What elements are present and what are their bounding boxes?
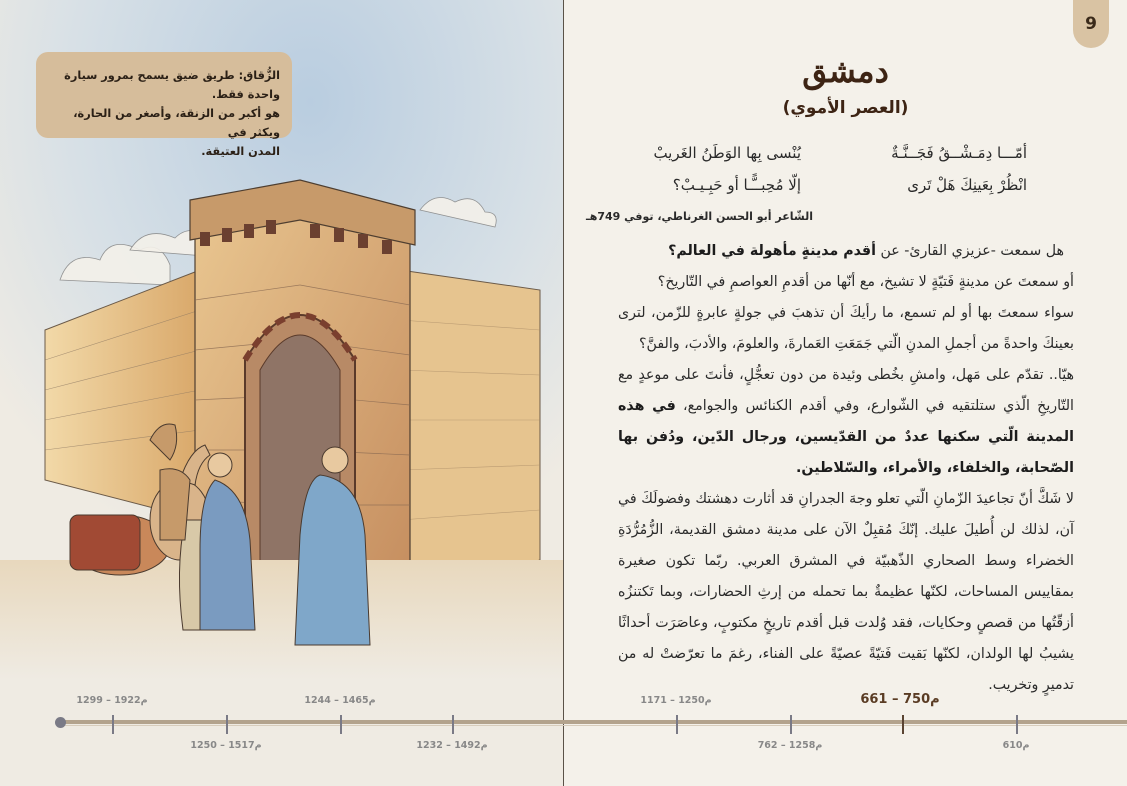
paragraph-5: لا شَكَّ أنّ تجاعيدَ الزّمانِ الّتي تعلو وجهَ الجدرانِ قد أثارت دهشتك وفضولَكَ في آن، لذلك لن أُطيلَ عليك. إنّكَ مُقبِلٌ الآن على مدينة دمشق القديمة، الزُّمُرُّدَةِ الخضراء وسط الصحاري الذّهبيّة في المشرق العربي. ربّما تكون صغيرة بمقاييس المساحات، لكنّها عظيمةٌ بما تحمله من إرثِ الحضارات، وبما تَكتنزُه أزقّتُها من قصصٍ وحكايات، فقد وُلدت قبل أقدم تاريخٍ مكتوبٍ، وعاصَرَت أحداثًا يشيبُ لها الولدان، لكنّها بَقيت فَتيّةً عصيّةً على الفناء، رغمَ ما تعرّضتْ له من تدميرٍ وتخريب. <box>618 491 1074 693</box>
timeline-track-shadow <box>60 725 1127 726</box>
timeline-label[interactable]: 1299 – 1922م <box>76 695 148 706</box>
paragraph-1-bold: أقدم مدينةٍ مأهولة في العالم؟ <box>668 243 876 259</box>
page-number-tab <box>1073 0 1109 48</box>
timeline-tick[interactable] <box>1016 715 1018 734</box>
poem-attribution: الشّاعر أبو الحسن الغرناطي، توفي 749هـ <box>585 210 813 223</box>
note-line-2: هو أكبر من الزنقة، وأصغر من الحارة، ويكثر في <box>73 107 280 139</box>
poem-verse-2-left: إلّا مُحِبــًّـا أو حَبِـيـبْ؟ <box>672 176 801 194</box>
timeline-label[interactable]: 1171 – 1250م <box>640 695 712 706</box>
timeline-tick[interactable] <box>226 715 228 734</box>
paragraph-2: أو سمعتَ عن مدينةٍ فَتيّةٍ لا تشيخ، مع أنّها من أقدمِ العواصمِ في التّاريخ؟ <box>657 274 1074 290</box>
paragraph-1: هل سمعت -عزيزي القارئ- عن أقدم مدينةٍ مأهولة في العالم؟ <box>668 243 1064 259</box>
paragraph-4: هيّا.. تقدّم على مَهل، وامشِ بخُطى وئيدة من دون تعجُّلٍ، فأنتَ على موعدٍ مع التّاريخِ الّذي ستلتقيه في الشّوارع، وفي أقدم الكنائس والجوامع، في هذه المدينة الّتي سكنها عددٌ من القدّيسين، ورجال الدّين، ودُفن بها الصّحابة، والخلفاء، والأمراء، والسّلاطين. <box>618 367 1074 476</box>
timeline-tick[interactable] <box>340 715 342 734</box>
note-line-3: المدن العتيقة. <box>201 145 280 158</box>
timeline-tick-active[interactable] <box>902 715 904 734</box>
timeline-tick[interactable] <box>790 715 792 734</box>
poem-verse-1-right: أمّـــا دِمَـشْــقُ فَجَــنَّـةٌ <box>891 144 1027 162</box>
timeline-track <box>60 720 1127 724</box>
timeline-label[interactable]: 762 – 1258م <box>757 740 823 751</box>
page-number: 9 <box>1085 14 1097 34</box>
timeline-label[interactable]: 610م <box>1002 740 1030 751</box>
timeline-label[interactable]: 1244 – 1465م <box>304 695 376 706</box>
timeline-tick[interactable] <box>112 715 114 734</box>
timeline-start-dot <box>55 717 66 728</box>
poem-verse-2-right: انْظُرْ بِعَينِكَ هَلْ تَرى <box>907 176 1027 194</box>
chapter-title: دمشق <box>802 52 889 90</box>
timeline-tick[interactable] <box>452 715 454 734</box>
note-line-1: الزُّقاق: طريق ضيق يسمح بمرور سيارة واحدة فقط. <box>64 69 280 101</box>
paragraph-3: سواء سمعتَ بها أو لم تسمع، ما رأيكَ أن تذهبَ في جولةٍ عابرةٍ للزّمن، لترى بعينكَ واحدةً من أجملِ المدنِ الّتي جَمَعَتِ العَمارةَ، والعلومَ، والأدبَ، والفنَّ؟ <box>618 305 1074 352</box>
chapter-subtitle: (العصر الأموي) <box>782 98 909 118</box>
timeline-tick[interactable] <box>676 715 678 734</box>
vocabulary-note <box>36 52 292 158</box>
timeline-label[interactable]: 1250 – 1517م <box>190 740 262 751</box>
timeline-label[interactable]: 1232 – 1492م <box>416 740 488 751</box>
poem-verse-1-left: يُنْسى بِها الوَطَنُ الغَريبْ <box>653 144 801 162</box>
paragraph-4-bold: في هذه المدينة الّتي سكنها عددٌ من القدّيسين، ورجال الدّين، ودُفن بها الصّحابة، والخلفاء، والأمراء، والسّلاطين. <box>618 398 1074 476</box>
timeline-label-active[interactable]: 661 – 750م <box>860 692 940 707</box>
article-body <box>618 236 1074 701</box>
